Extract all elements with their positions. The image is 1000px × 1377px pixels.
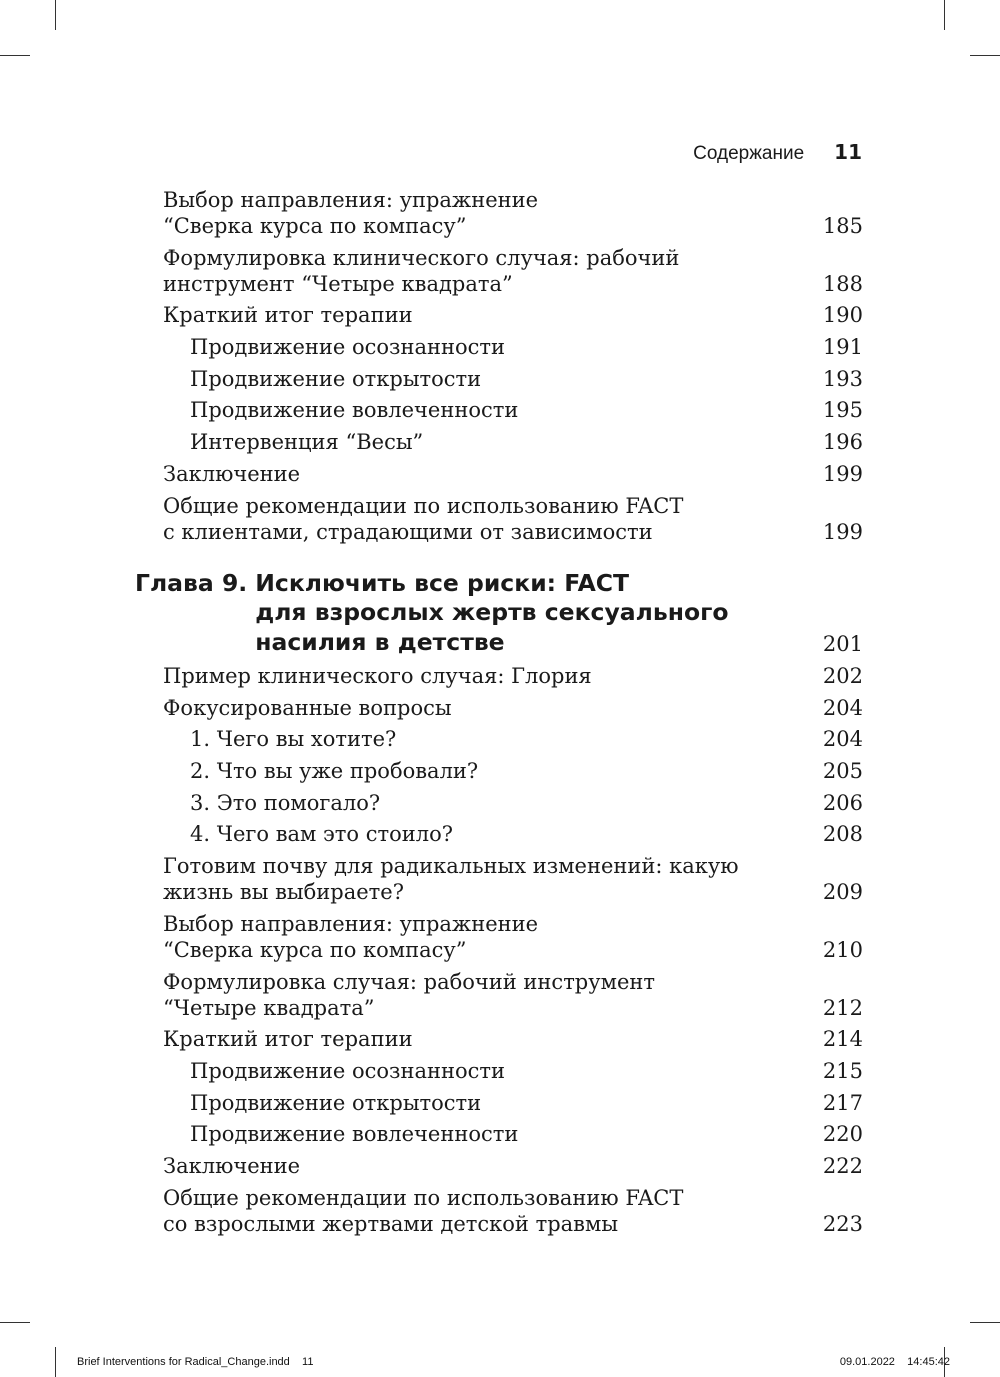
toc-entry-title bbox=[163, 1185, 803, 1237]
toc-entry[interactable] bbox=[163, 1153, 863, 1179]
toc-subentry[interactable] bbox=[163, 1090, 863, 1116]
toc-entry-title-line: Выбор направления: упражнение bbox=[163, 188, 539, 212]
toc-page-number: 196 bbox=[822, 430, 863, 455]
toc-entry-title-line: Продвижение открытости bbox=[190, 1090, 482, 1115]
toc-entry-title bbox=[163, 663, 803, 689]
toc-entry-title bbox=[163, 429, 803, 455]
toc-entry-title bbox=[163, 758, 803, 784]
toc-page-number: 214 bbox=[822, 1027, 863, 1052]
toc-page-number: 202 bbox=[822, 664, 863, 688]
chapter-page-number: 201 bbox=[822, 632, 863, 656]
toc-entry-title-line: Краткий итог терапии bbox=[163, 303, 413, 328]
toc-entry-title bbox=[163, 695, 803, 721]
toc-page-number: 190 bbox=[822, 303, 863, 328]
toc-page-number: 191 bbox=[822, 335, 863, 360]
toc-entry-title-line: Интервенция “Весы” bbox=[190, 430, 424, 455]
toc-entry-title-line: Продвижение открытости bbox=[190, 366, 482, 391]
toc-page-number: 209 bbox=[822, 880, 863, 905]
toc-page-number: 185 bbox=[822, 214, 863, 238]
table-of-contents bbox=[135, 187, 863, 1242]
toc-entry-title bbox=[163, 969, 803, 1021]
chapter-title-line: Исключить все риски: FACT bbox=[255, 568, 630, 597]
toc-entry-title-line: Продвижение осознанности bbox=[190, 335, 506, 360]
toc-entry-title bbox=[163, 853, 803, 905]
toc-entry-title-line: 4. Чего вам это стоило? bbox=[190, 822, 454, 847]
toc-entry-title-line: жизнь вы выбираете? bbox=[163, 880, 404, 905]
toc-entry-title bbox=[163, 1153, 803, 1179]
toc-page-number: 215 bbox=[822, 1058, 863, 1083]
toc-entry-title-line: Заключение bbox=[163, 461, 301, 486]
toc-entry-title bbox=[163, 493, 803, 545]
toc-page-number: 204 bbox=[822, 727, 863, 752]
slug-page: 11 bbox=[302, 1356, 314, 1368]
toc-entry-title-line: Общие рекомендации по использованию FACT bbox=[163, 1185, 684, 1210]
toc-subentry[interactable] bbox=[163, 397, 863, 423]
toc-subentry[interactable] bbox=[163, 366, 863, 392]
toc-entry-title-line: Краткий итог терапии bbox=[163, 1027, 413, 1052]
print-slug-date bbox=[840, 1356, 950, 1368]
crop-mark bbox=[55, 1347, 56, 1377]
running-head bbox=[693, 140, 862, 165]
toc-entry-title bbox=[163, 187, 803, 239]
toc-entry-title-line: Выбор направления: упражнение bbox=[163, 911, 539, 936]
toc-entry-title-line: Заключение bbox=[163, 1153, 301, 1178]
toc-entry-title bbox=[163, 1058, 803, 1084]
toc-entry-title-line: Продвижение вовлеченности bbox=[190, 398, 519, 423]
toc-page-number: 212 bbox=[822, 995, 863, 1020]
toc-page-number: 217 bbox=[822, 1090, 863, 1115]
toc-page-number: 193 bbox=[822, 366, 863, 391]
toc-page-number: 195 bbox=[822, 398, 863, 423]
toc-page-number: 206 bbox=[822, 790, 863, 815]
toc-subentry[interactable] bbox=[163, 790, 863, 816]
toc-entry-title-line: с клиентами, страдающими от зависимости bbox=[163, 519, 653, 544]
toc-subentry[interactable] bbox=[163, 1121, 863, 1147]
toc-entry-title bbox=[163, 366, 803, 392]
slug-filename: Brief Interventions for Radical_Change.indd bbox=[77, 1356, 290, 1368]
toc-entry-title-line: “Сверка курса по компасу” bbox=[163, 214, 467, 238]
toc-entry-title bbox=[163, 397, 803, 423]
toc-page-number: 199 bbox=[822, 461, 863, 486]
toc-page-number: 223 bbox=[822, 1211, 863, 1236]
toc-entry-title-line: со взрослыми жертвами детской травмы bbox=[163, 1211, 619, 1236]
toc-entry[interactable] bbox=[163, 663, 863, 689]
toc-page-number: 204 bbox=[822, 695, 863, 720]
toc-page-number: 188 bbox=[822, 271, 863, 296]
toc-entry[interactable] bbox=[163, 969, 863, 1021]
toc-entry-title bbox=[163, 911, 803, 963]
toc-entry-title-line: “Сверка курса по компасу” bbox=[163, 937, 467, 962]
toc-entry-title-line: Продвижение осознанности bbox=[190, 1058, 506, 1083]
toc-entry-title-line: 2. Что вы уже пробовали? bbox=[190, 759, 479, 784]
crop-mark bbox=[944, 0, 945, 30]
running-head-page-number: 11 bbox=[834, 140, 862, 164]
toc-entry-title-line: “Четыре квадрата” bbox=[163, 995, 375, 1020]
toc-entry-title bbox=[163, 245, 803, 297]
toc-section-bottom bbox=[163, 663, 863, 1237]
toc-entry-title bbox=[163, 1090, 803, 1116]
chapter-title bbox=[247, 569, 728, 658]
toc-entry-title-line: инструмент “Четыре квадрата” bbox=[163, 271, 513, 296]
slug-time: 14:45:42 bbox=[907, 1356, 950, 1368]
toc-entry-title bbox=[163, 302, 803, 328]
toc-page-number: 199 bbox=[822, 519, 863, 544]
toc-subentry[interactable] bbox=[163, 821, 863, 847]
toc-entry[interactable] bbox=[163, 695, 863, 721]
toc-entry[interactable] bbox=[163, 493, 863, 545]
slug-date: 09.01.2022 bbox=[839, 1356, 895, 1368]
toc-subentry[interactable] bbox=[163, 429, 863, 455]
toc-entry-title bbox=[163, 726, 803, 752]
toc-entry-title-line: Пример клинического случая: Глория bbox=[163, 664, 592, 688]
toc-entry-title bbox=[163, 1121, 803, 1147]
chapter-heading[interactable] bbox=[135, 569, 863, 658]
toc-entry-title bbox=[163, 334, 803, 360]
toc-subentry[interactable] bbox=[163, 334, 863, 360]
toc-entry[interactable] bbox=[163, 1026, 863, 1052]
toc-entry-title-line: 3. Это помогало? bbox=[190, 790, 381, 815]
print-slug-file bbox=[77, 1356, 313, 1368]
toc-subentry[interactable] bbox=[163, 726, 863, 752]
crop-mark bbox=[0, 1322, 30, 1323]
chapter-title-line: насилия в детстве bbox=[255, 627, 505, 656]
toc-page-number: 210 bbox=[822, 937, 863, 962]
toc-subentry[interactable] bbox=[163, 758, 863, 784]
toc-page-number: 220 bbox=[822, 1122, 863, 1147]
toc-entry-title-line: Формулировка случая: рабочий инструмент bbox=[163, 969, 655, 994]
crop-mark bbox=[55, 0, 56, 30]
toc-page-number: 205 bbox=[822, 759, 863, 784]
toc-entry-title-line: Фокусированные вопросы bbox=[163, 695, 452, 720]
toc-entry-title bbox=[163, 790, 803, 816]
toc-entry-title-line: Продвижение вовлеченности bbox=[190, 1122, 519, 1147]
toc-subentry[interactable] bbox=[163, 1058, 863, 1084]
toc-entry-title-line: Готовим почву для радикальных изменений: какую bbox=[163, 854, 739, 879]
toc-entry-title-line: Общие рекомендации по использованию FACT bbox=[163, 493, 684, 518]
toc-section-top bbox=[163, 187, 863, 545]
crop-mark bbox=[970, 55, 1000, 56]
chapter-title-line: для взрослых жертв сексуального bbox=[255, 598, 729, 626]
chapter-label: Глава 9. bbox=[135, 568, 248, 597]
toc-entry[interactable] bbox=[163, 461, 863, 487]
crop-mark bbox=[0, 55, 30, 56]
toc-entry-title bbox=[163, 1026, 803, 1052]
toc-page-number: 208 bbox=[822, 822, 863, 847]
toc-page-number: 222 bbox=[822, 1153, 863, 1178]
toc-entry-title bbox=[163, 821, 803, 847]
toc-entry[interactable] bbox=[163, 1185, 863, 1237]
toc-entry-title-line: 1. Чего вы хотите? bbox=[190, 727, 397, 752]
toc-entry-title bbox=[163, 461, 803, 487]
toc-entry-title-line: Формулировка клинического случая: рабочий bbox=[163, 245, 680, 270]
toc-entry[interactable] bbox=[163, 853, 863, 905]
toc-entry[interactable] bbox=[163, 187, 863, 239]
toc-entry[interactable] bbox=[163, 302, 863, 328]
running-head-section: Содержание bbox=[693, 143, 805, 164]
toc-entry[interactable] bbox=[163, 245, 863, 297]
crop-mark bbox=[970, 1322, 1000, 1323]
toc-entry[interactable] bbox=[163, 911, 863, 963]
